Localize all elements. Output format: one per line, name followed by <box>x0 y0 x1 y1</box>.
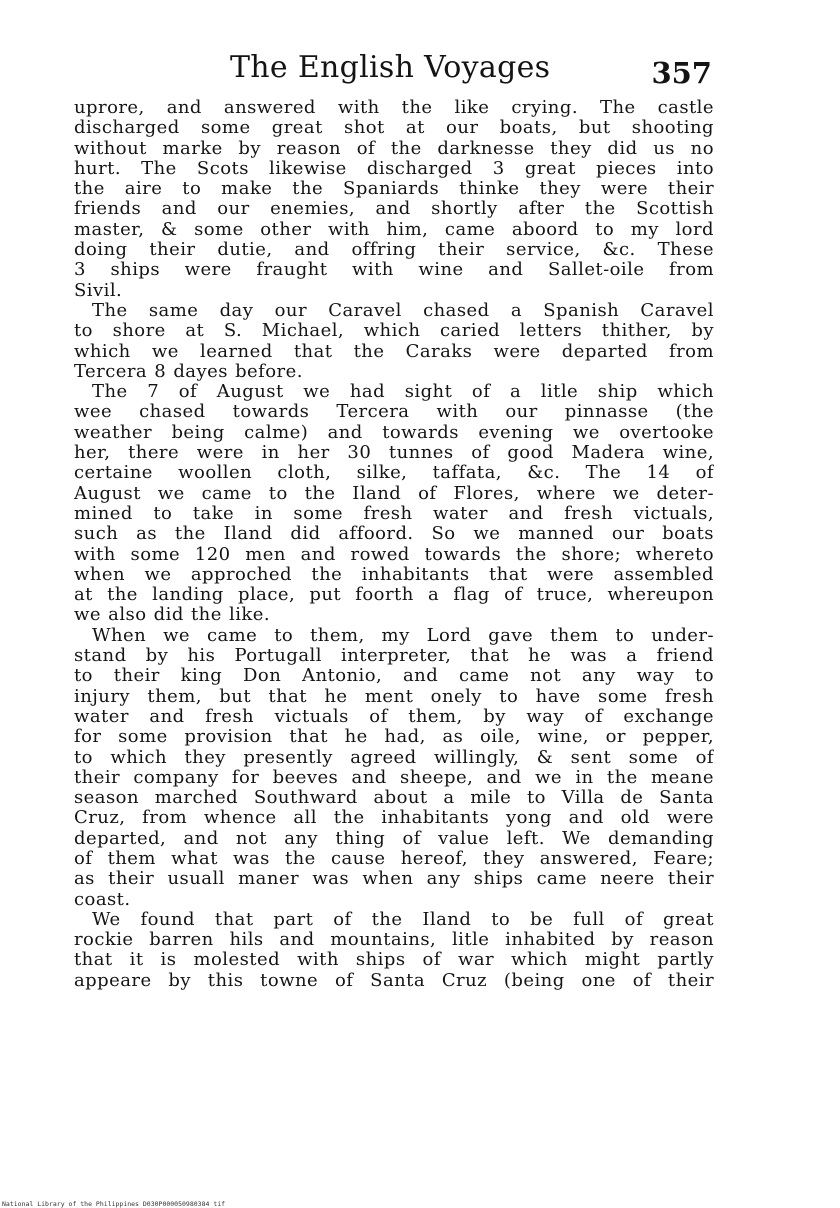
text-line: when we approched the inhabitants that were assembled <box>74 564 714 585</box>
text-line: at the landing place, put foorth a flag of truce, whereupon <box>74 585 714 606</box>
text-line: to their king Don Antonio, and came not any way to <box>74 666 714 687</box>
text-line: with some 120 men and rowed towards the shore; whereto <box>74 544 714 565</box>
page-header <box>74 50 714 98</box>
text-line: certaine woollen cloth, silke, taffata, &c. The 14 of <box>74 463 714 484</box>
text-line: water and fresh victuals of them, by way of exchange <box>74 706 714 727</box>
text-line: we also did the like. <box>74 605 271 626</box>
text-line: that it is molested with ships of war which might partly <box>74 950 714 971</box>
body-text <box>74 98 714 991</box>
text-line: as their usuall maner was when any ships came neere their <box>74 869 714 890</box>
text-line: The 7 of August we had sight of a litle ship which <box>92 382 714 403</box>
text-line: which we learned that the Caraks were departed from <box>74 341 714 362</box>
text-line: appeare by this towne of Santa Cruz (being one of their <box>74 970 714 991</box>
text-line: master, & some other with him, came aboord to my lord <box>74 219 714 240</box>
text-line: When we came to them, my Lord gave them to under- <box>92 625 714 646</box>
text-line: for some provision that he had, as oile, wine, or pepper, <box>74 727 714 748</box>
text-line: mined to take in some fresh water and fresh victuals, <box>74 503 714 524</box>
text-line: her, there were in her 30 tunnes of good Madera wine, <box>74 443 714 464</box>
running-title: The English Voyages <box>230 50 551 85</box>
text-line: to shore at S. Michael, which caried letters thither, by <box>74 321 714 342</box>
text-line: to which they presently agreed willingly, & sent some of <box>74 747 714 768</box>
text-line: hurt. The Scots likewise discharged 3 great pieces into <box>74 158 714 179</box>
text-line: The same day our Caravel chased a Spanish Caravel <box>92 300 714 321</box>
text-line: discharged some great shot at our boats, but shooting <box>74 118 714 139</box>
text-line: weather being calme) and towards evening we overtooke <box>74 422 714 443</box>
text-line: rockie barren hils and mountains, litle inhabited by reason <box>74 930 714 951</box>
text-line: season marched Southward about a mile to Villa de Santa <box>74 788 714 809</box>
text-line: their company for beeves and sheepe, and we in the meane <box>74 767 714 788</box>
text-line: uprore, and answered with the like crying. The castle <box>74 98 714 118</box>
text-line: the aire to make the Spaniards thinke they were their <box>74 179 714 200</box>
page-number: 357 <box>651 56 712 90</box>
text-line: Tercera 8 dayes before. <box>74 361 303 382</box>
text-line: Sivil. <box>74 280 123 301</box>
text-line: without marke by reason of the darknesse they did us no <box>74 138 714 159</box>
text-line: of them what was the cause hereof, they answered, Feare; <box>74 848 714 869</box>
text-line: departed, and not any thing of value left. We demanding <box>74 828 714 849</box>
text-line: We found that part of the Iland to be full of great <box>92 909 714 930</box>
text-line: doing their dutie, and offring their service, &c. These <box>74 240 714 261</box>
text-line: friends and our enemies, and shortly after the Scottish <box>74 199 714 220</box>
text-line: August we came to the Iland of Flores, where we deter- <box>74 483 714 504</box>
scan-footer: National Library of the Philippines D030P000050980384 tif <box>2 1200 226 1208</box>
text-line: such as the Iland did affoord. So we manned our boats <box>74 524 714 545</box>
text-line: injury them, but that he ment onely to have some fresh <box>74 686 714 707</box>
text-line: Cruz, from whence all the inhabitants yong and old were <box>74 808 714 829</box>
text-line: wee chased towards Tercera with our pinnasse (the <box>74 402 714 423</box>
text-line: stand by his Portugall interpreter, that he was a friend <box>74 646 714 667</box>
text-line: coast. <box>74 889 131 910</box>
text-line: 3 ships were fraught with wine and Sallet-oile from <box>74 260 714 281</box>
